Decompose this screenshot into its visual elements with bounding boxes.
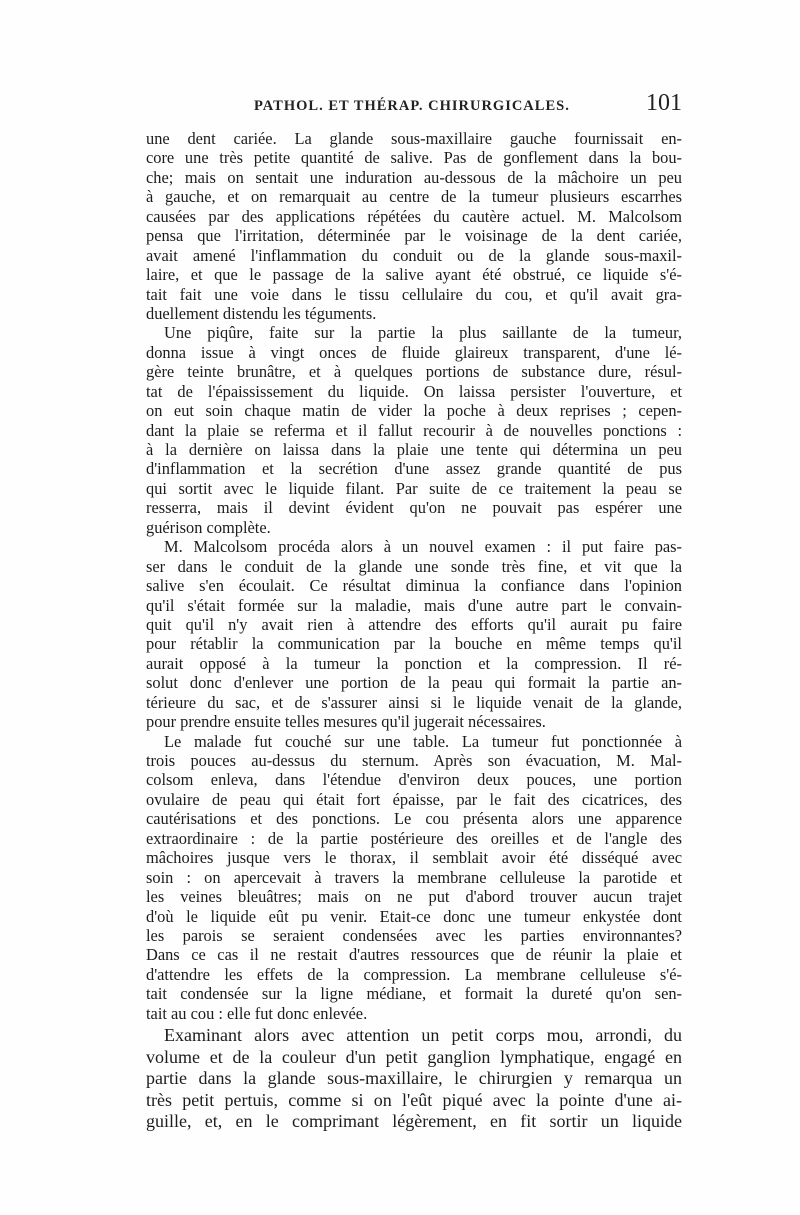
running-head: PATHOL. ET THÉRAP. CHIRURGICALES. — [254, 98, 570, 114]
text-line: partie dans la glande sous-maxillaire, le chirurgien y remarqua un — [146, 1068, 682, 1089]
text-line: Dans ce cas il ne restait d'autres ressources que de réunir la plaie et — [146, 945, 682, 965]
text-line: cautérisations et des ponctions. Le cou présenta alors une apparence — [146, 809, 682, 829]
text-line: d'attendre les effets de la compression. La membrane celluleuse s'é- — [146, 964, 682, 984]
text-line: dant la plaie se referma et il fallut recourir à de nouvelles ponctions : — [146, 420, 682, 440]
text-line: Examinant alors avec attention un petit corps mou, arrondi, du — [164, 1025, 682, 1046]
text-line: gère teinte brunâtre, et à quelques portions de substance dure, résul- — [146, 362, 682, 382]
text-line: mâchoires jusque vers le thorax, il semblait avoir été disséqué avec — [146, 848, 682, 868]
text-line: à gauche, et on remarquait au centre de la tumeur plusieurs escarrhes — [146, 187, 682, 207]
text-line: pensa que l'irritation, déterminée par le voisinage de la dent cariée, — [146, 226, 682, 246]
text-line: laire, et que le passage de la salive ayant été obstrué, ce liquide s'é- — [146, 265, 682, 285]
text-line: ovulaire de peau qui était fort épaisse, par le fait des cicatrices, des — [146, 789, 682, 809]
page-header — [146, 90, 682, 120]
text-line: d'inflammation et la secrétion d'une assez grande quantité de pus — [146, 459, 682, 479]
body-text — [146, 129, 682, 1133]
text-line: pour prendre ensuite telles mesures qu'il jugerait nécessaires. — [146, 712, 546, 732]
text-line: Le malade fut couché sur une table. La tumeur fut ponctionnée à — [164, 731, 682, 751]
text-line: che; mais on sentait une induration au-dessous de la mâchoire un peu — [146, 167, 682, 187]
text-line: qu'il s'était formée sur la maladie, mais d'une autre part le convain- — [146, 595, 682, 615]
text-line: Une piqûre, faite sur la partie la plus saillante de la tumeur, — [164, 323, 682, 343]
text-line: ser dans le conduit de la glande une sonde très fine, et vit que la — [146, 556, 682, 576]
text-line: core une très petite quantité de salive. Pas de gonflement dans la bou- — [146, 148, 682, 168]
text-line: duellement distendu les téguments. — [146, 303, 377, 323]
text-line: tat de l'épaississement du liquide. On laissa persister l'ouverture, et — [146, 381, 682, 401]
text-line: causées par des applications répétées du cautère actuel. M. Malcolsom — [146, 206, 682, 226]
text-line: salive s'en écoulait. Ce résultat diminua la confiance dans l'opinion — [146, 576, 682, 596]
text-line: qui sortit avec le liquide filant. Par suite de ce traitement la peau se — [146, 478, 682, 498]
text-line: donna issue à vingt onces de fluide glaireux transparent, d'une lé- — [146, 342, 682, 362]
text-line: les parois se seraient condensées avec les parties environnantes? — [146, 925, 682, 945]
text-line: volume et de la couleur d'un petit ganglion lymphatique, engagé en — [146, 1046, 682, 1067]
text-line: solut donc d'enlever une portion de la peau qui formait la partie an- — [146, 673, 682, 693]
text-line: trois pouces au-dessus du sternum. Après son évacuation, M. Mal- — [146, 751, 682, 770]
text-line: colsom enleva, dans l'étendue d'environ deux pouces, une portion — [146, 770, 682, 790]
text-line: extraordinaire : de la partie postérieure des oreilles et de l'angle des — [146, 828, 682, 848]
text-line: on eut soin chaque matin de vider la poche à deux reprises ; cepen- — [146, 401, 682, 421]
text-line: guille, et, en le comprimant légèrement, en fit sortir un liquide — [146, 1111, 682, 1132]
text-line: soin : on apercevait à travers la membrane celluleuse la parotide et — [146, 867, 682, 887]
text-line: tait fait une voie dans le tissu cellulaire du cou, et qu'il avait gra- — [146, 284, 682, 304]
page-number: 101 — [646, 90, 682, 116]
text-line: tait condensée sur la ligne médiane, et formait la dureté qu'on sen- — [146, 984, 682, 1004]
text-line: une dent cariée. La glande sous-maxillaire gauche fournissait en- — [146, 129, 682, 148]
text-line: très petit pertuis, comme si on l'eût piqué avec la pointe d'une ai- — [146, 1089, 682, 1110]
text-line: guérison complète. — [146, 517, 271, 537]
text-line: à la dernière on laissa dans la plaie une tente qui détermina un peu — [146, 440, 682, 459]
text-line: d'où le liquide eût pu venir. Etait-ce donc une tumeur enkystée dont — [146, 906, 682, 926]
text-line: les veines bleuâtres; mais on ne put d'abord trouver aucun trajet — [146, 887, 682, 907]
text-line: M. Malcolsom procéda alors à un nouvel examen : il put faire pas- — [164, 537, 682, 557]
text-line: resserra, mais il devint évident qu'on ne pouvait pas espérer une — [146, 498, 682, 518]
text-line: aurait opposé à la tumeur la ponction et la compression. Il ré- — [146, 653, 682, 673]
text-line: tait au cou : elle fut donc enlevée. — [146, 1003, 368, 1023]
text-line: quit qu'il n'y avait rien à attendre des efforts qu'il aurait pu faire — [146, 614, 682, 634]
text-line: pour rétablir la communication par la bouche en même temps qu'il — [146, 634, 682, 654]
text-line: avait amené l'inflammation du conduit ou de la glande sous-maxil- — [146, 245, 682, 265]
text-line: térieure du sac, et de s'assurer ainsi si le liquide venait de la glande, — [146, 692, 682, 712]
